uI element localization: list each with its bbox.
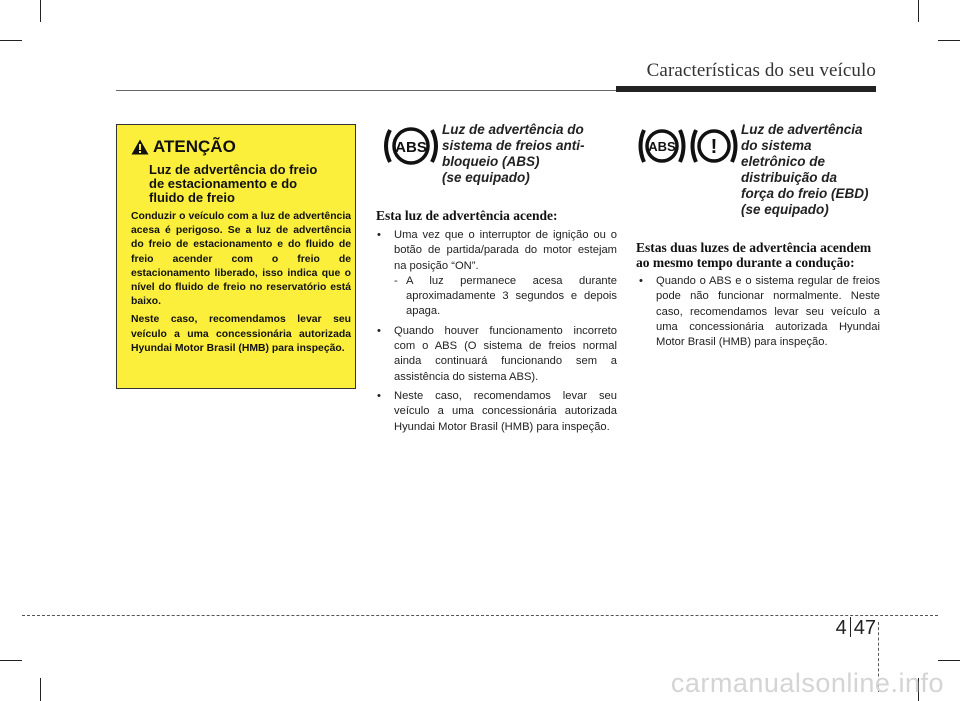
warning-body bbox=[131, 210, 351, 360]
footer-dashed-rule bbox=[22, 615, 938, 616]
warning-paragraph: Neste caso, recomendamos levar seu veículo a uma concessionária autorizada Hyundai Motor Brasil (HMB) para inspeção. bbox=[131, 314, 351, 354]
abs-warning-icon bbox=[636, 124, 688, 168]
ebd-title-line: eletrônico de bbox=[741, 154, 826, 169]
page-number-value: 47 bbox=[853, 617, 876, 639]
warning-subtitle bbox=[149, 163, 349, 205]
warning-paragraph: Conduzir o veículo com a luz de advertência acesa é perigoso. Se a luz de advertência do freio de estacionamento e do fluido de freio acender com o freio de estacionamento liberado, isso indica que o nível do fluido de freio no reservatório está baixo. bbox=[131, 211, 351, 308]
crop-mark bbox=[40, 678, 41, 701]
watermark: carmanualsonline.info bbox=[670, 668, 944, 698]
brake-icon-text: ! bbox=[710, 136, 718, 158]
chapter-number: 4 bbox=[835, 617, 847, 639]
warning-title: ATENÇÃO bbox=[153, 137, 236, 156]
abs-list bbox=[374, 228, 617, 435]
ebd-title-line: distribuição da bbox=[741, 170, 838, 185]
crop-mark bbox=[918, 0, 919, 22]
crop-mark bbox=[938, 660, 960, 661]
ebd-lead: Estas duas luzes de advertência acendem ao mesmo tempo durante a condução: bbox=[636, 240, 872, 270]
warning-subtitle-line: de estacionamento e do bbox=[149, 176, 298, 191]
crop-mark bbox=[0, 660, 22, 661]
ebd-title-line: força do freio (EBD) bbox=[741, 186, 869, 201]
list-item: • Quando o ABS e o sistema regular de freios pode não funcionar normalmente. Neste caso, recomendamos levar seu veículo a uma concessionária autorizada Hyundai Motor Brasil (HMB) para inspeção. bbox=[639, 275, 880, 349]
warning-subtitle-line: fluido de freio bbox=[149, 190, 235, 205]
abs-warning-icon bbox=[380, 124, 442, 168]
crop-mark bbox=[0, 40, 22, 41]
page-number-separator bbox=[850, 617, 851, 637]
warning-triangle-icon bbox=[131, 139, 149, 155]
list-item-text: Uma vez que o interruptor de ignição ou o botão de partida/parada do motor estejam na posição “ON”. bbox=[394, 229, 617, 272]
crop-mark bbox=[40, 0, 41, 22]
ebd-abs-icon-text: ABS bbox=[648, 139, 676, 154]
ebd-title-line: do sistema bbox=[741, 138, 812, 153]
list-item-text: A luz permanece acesa durante aproximadamente 3 segundos e depois apaga. bbox=[406, 274, 617, 318]
abs-icon-text: ABS bbox=[395, 139, 427, 156]
abs-lead: Esta luz de advertência acende: bbox=[376, 208, 558, 223]
ebd-title-line: (se equipado) bbox=[741, 202, 829, 217]
list-item: • Uma vez que o interruptor de ignição ou o botão de partida/parada do motor estejam na posição “ON”. bbox=[377, 229, 617, 272]
ebd-list bbox=[636, 274, 880, 350]
warning-header bbox=[131, 137, 236, 157]
list-item: • Quando houver funcionamento incorreto com o ABS (O sistema de freios normal ainda continuará funcionando sem a assistência do sistema ABS). bbox=[377, 324, 617, 383]
list-item-text: Quando o ABS e o sistema regular de freios pode não funcionar normalmente. Neste caso, recomendamos levar seu veículo a uma concessionária autorizada Hyundai Motor Brasil (HMB) para inspeção. bbox=[656, 275, 880, 349]
list-item-text: Neste caso, recomendamos levar seu veículo a uma concessionária autorizada Hyundai Motor Brasil (HMB) para inspeção. bbox=[394, 389, 617, 433]
page-header-title: Características do seu veículo bbox=[646, 60, 876, 81]
list-item: • Neste caso, recomendamos levar seu veículo a uma concessionária autorizada Hyundai Motor Brasil (HMB) para inspeção. bbox=[377, 389, 617, 433]
abs-title-line: sistema de freios anti- bbox=[442, 138, 585, 153]
abs-title-line: bloqueio (ABS) bbox=[442, 154, 540, 169]
ebd-section-title bbox=[741, 122, 881, 218]
warning-subtitle-line: Luz de advertência do freio bbox=[149, 162, 318, 177]
ebd-title-line: Luz de advertência bbox=[741, 122, 863, 137]
header-bar bbox=[616, 86, 876, 92]
abs-title-line: Luz de advertência do bbox=[442, 122, 584, 137]
crop-mark bbox=[938, 40, 960, 41]
page-number bbox=[836, 617, 876, 640]
list-item-text: Quando houver funcionamento incorreto com o ABS (O sistema de freios normal ainda continuará funcionando sem a assistência do sistema ABS). bbox=[394, 324, 617, 383]
abs-section-title bbox=[442, 122, 617, 186]
brake-warning-icon bbox=[688, 124, 740, 168]
abs-title-line: (se equipado) bbox=[442, 170, 530, 185]
warning-box bbox=[116, 124, 356, 389]
list-subitem: - A luz permanece acesa durante aproximadamente 3 segundos e depois apaga. bbox=[394, 274, 617, 318]
